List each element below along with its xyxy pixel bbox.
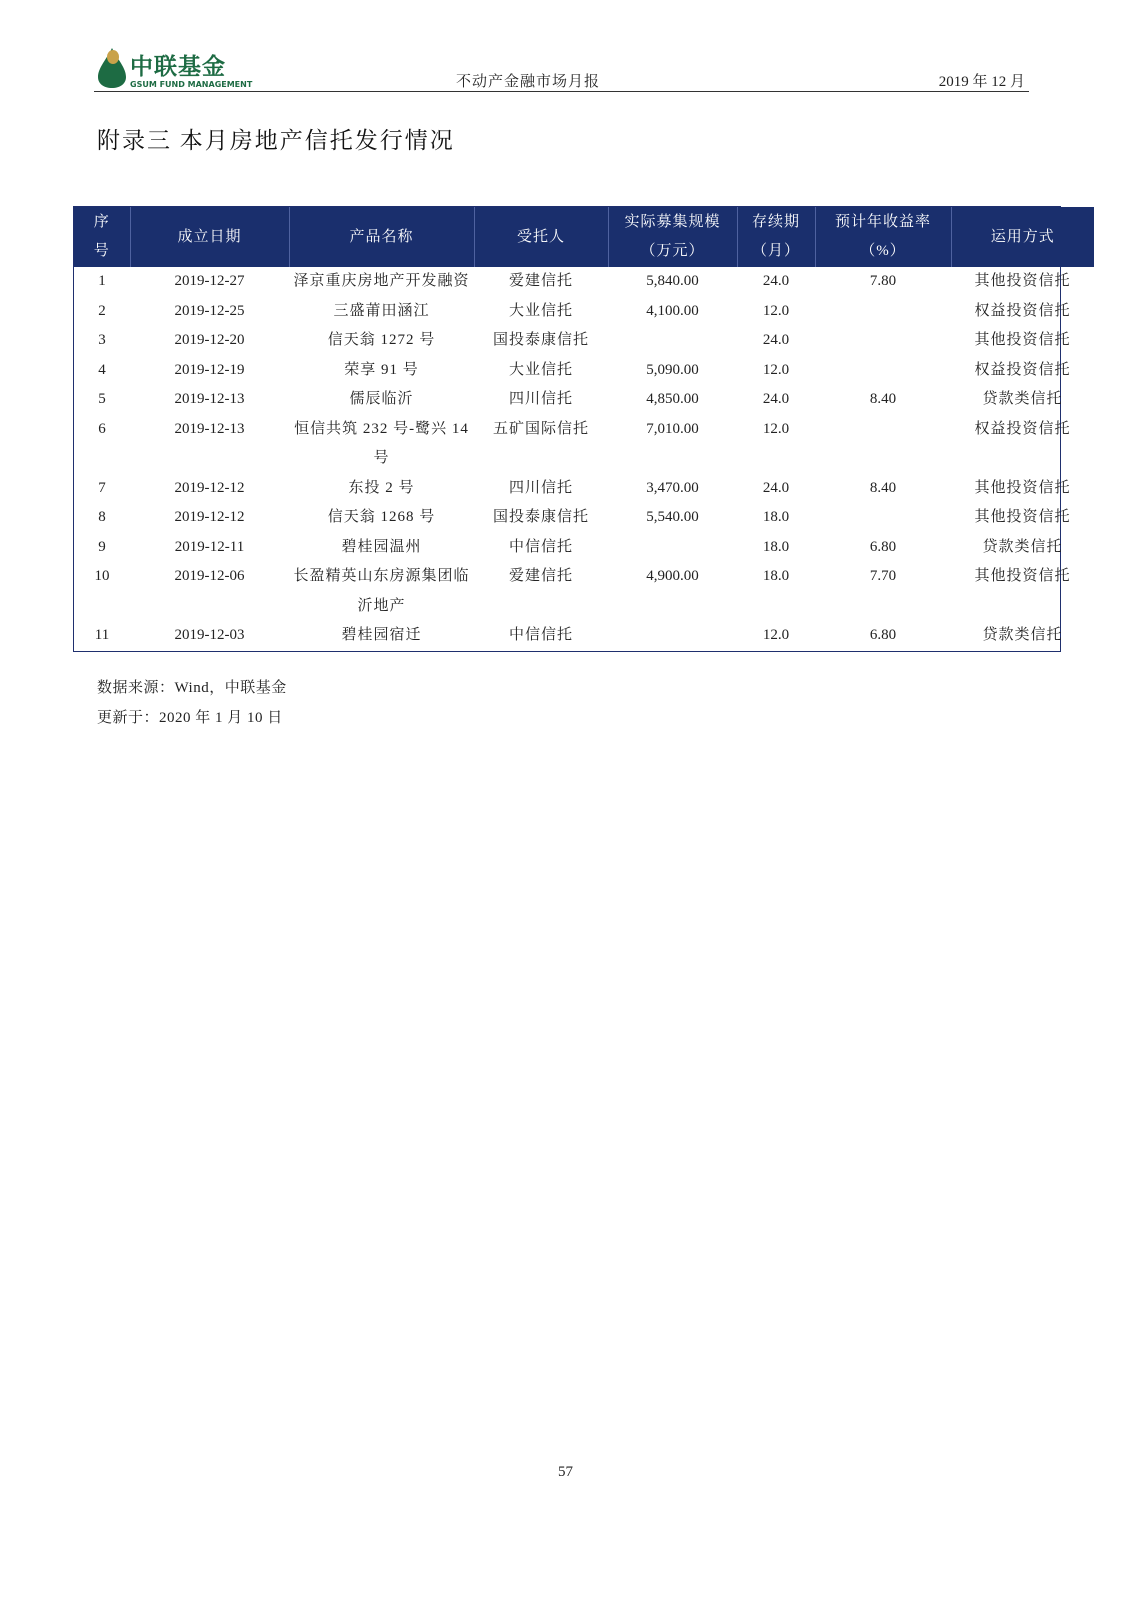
cell-date: 2019-12-12 xyxy=(174,509,245,525)
column-header-trustee xyxy=(474,207,608,267)
cell-date: 2019-12-27 xyxy=(174,273,245,289)
cell-date: 2019-12-20 xyxy=(174,332,245,348)
table-row xyxy=(74,562,1094,621)
table-row xyxy=(74,356,1094,386)
cell-use: 贷款类信托 xyxy=(982,627,1063,643)
column-header-line2: 号 xyxy=(93,243,110,259)
cell-amount: 5,840.00 xyxy=(646,273,699,289)
cell-trustee: 五矿国际信托 xyxy=(492,420,589,437)
column-header-line1: 受托人 xyxy=(516,228,565,245)
cell-amount xyxy=(608,621,737,651)
column-header-name xyxy=(289,207,474,267)
table-row xyxy=(74,385,1094,415)
column-header-line1: 运用方式 xyxy=(990,228,1055,245)
cell-use: 其他投资信托 xyxy=(974,509,1071,525)
cell-name: 信天翁 1272 号 xyxy=(327,332,436,348)
cell-term: 24.0 xyxy=(762,479,790,496)
cell-amount: 4,900.00 xyxy=(646,568,699,584)
cell-amount xyxy=(608,326,737,356)
cell-yield: 8.40 xyxy=(869,391,897,407)
cell-use: 其他投资信托 xyxy=(974,479,1071,496)
cell-no: 2 xyxy=(98,302,106,319)
report-title: 不动产金融市场月报 xyxy=(456,74,601,90)
table-row xyxy=(74,503,1094,533)
cell-no: 3 xyxy=(98,332,106,348)
cell-name: 泽京重庆房地产开发融资 xyxy=(293,273,470,289)
cell-yield xyxy=(815,503,951,533)
cell-trustee: 中信信托 xyxy=(508,538,573,555)
report-date: 2019 年 12 月 xyxy=(938,74,1025,90)
cell-date: 2019-12-11 xyxy=(174,538,245,555)
cell-trustee: 四川信托 xyxy=(508,479,573,496)
cell-use: 其他投资信托 xyxy=(974,568,1071,584)
cell-term: 24.0 xyxy=(762,332,790,348)
cell-trustee: 国投泰康信托 xyxy=(492,332,589,348)
column-header-line1: 序 xyxy=(93,214,110,230)
table-row xyxy=(74,621,1094,651)
cell-name: 恒信共筑 232 号-鹭兴 14 号 xyxy=(294,420,469,466)
cell-yield xyxy=(815,326,951,356)
cell-trustee: 大业信托 xyxy=(508,361,573,378)
cell-term: 12.0 xyxy=(762,302,790,319)
cell-use: 贷款类信托 xyxy=(982,391,1063,407)
section-title: 附录三 本月房地产信托发行情况 xyxy=(97,128,455,153)
cell-trustee: 大业信托 xyxy=(508,302,573,319)
cell-name: 长盈精英山东房源集团临沂地产 xyxy=(293,568,470,614)
table-body xyxy=(74,267,1094,651)
cell-amount: 4,850.00 xyxy=(646,391,699,407)
cell-yield: 8.40 xyxy=(869,479,897,496)
table-row xyxy=(74,533,1094,563)
cell-term: 18.0 xyxy=(762,568,790,584)
cell-use: 权益投资信托 xyxy=(974,302,1071,319)
cell-term: 18.0 xyxy=(762,509,790,525)
cell-date: 2019-12-13 xyxy=(174,391,245,407)
logo-english-name: GSUM FUND MANAGEMENT xyxy=(130,80,253,89)
cell-term: 12.0 xyxy=(762,361,790,378)
cell-date: 2019-12-13 xyxy=(174,420,245,437)
cell-name: 碧桂园温州 xyxy=(341,538,422,555)
column-header-line1: 预计年收益率 xyxy=(834,214,931,230)
logo-chinese-name: 中联基金 xyxy=(130,54,226,80)
update-date-note: 更新于：2020 年 1 月 10 日 xyxy=(97,710,283,726)
cell-date: 2019-12-12 xyxy=(174,479,245,496)
data-source-note: 数据来源：Wind，中联基金 xyxy=(97,680,287,696)
cell-amount: 3,470.00 xyxy=(646,479,699,496)
cell-use: 权益投资信托 xyxy=(974,420,1071,437)
trust-issuance-table xyxy=(73,206,1071,652)
table-header-row xyxy=(74,207,1094,267)
cell-use: 其他投资信托 xyxy=(974,332,1071,348)
logo-drop-icon xyxy=(96,46,128,90)
cell-yield xyxy=(815,297,951,327)
cell-name: 信天翁 1268 号 xyxy=(327,509,436,525)
column-header-term xyxy=(737,207,815,267)
column-header-use xyxy=(951,207,1094,267)
cell-amount: 5,540.00 xyxy=(646,509,699,525)
table-row xyxy=(74,267,1094,297)
cell-term: 12.0 xyxy=(762,627,790,643)
page-header xyxy=(94,40,1029,92)
cell-no: 4 xyxy=(98,361,106,378)
cell-date: 2019-12-25 xyxy=(174,302,245,319)
column-header-line2: （万元） xyxy=(640,243,705,259)
cell-yield: 6.80 xyxy=(869,627,897,643)
column-header-line2: （月） xyxy=(751,243,800,259)
cell-use: 贷款类信托 xyxy=(982,538,1063,555)
cell-trustee: 中信信托 xyxy=(508,627,573,643)
table-row xyxy=(74,474,1094,504)
column-header-line1: 产品名称 xyxy=(349,228,414,245)
cell-name: 荣享 91 号 xyxy=(344,361,419,378)
cell-amount: 4,100.00 xyxy=(646,302,699,319)
column-header-date xyxy=(130,207,289,267)
column-header-line1: 存续期 xyxy=(751,214,800,230)
column-header-amount xyxy=(608,207,737,267)
cell-use: 权益投资信托 xyxy=(974,361,1071,378)
cell-no: 1 xyxy=(98,273,106,289)
cell-trustee: 四川信托 xyxy=(508,391,573,407)
cell-no: 6 xyxy=(98,420,106,437)
cell-name: 儒辰临沂 xyxy=(349,391,414,407)
cell-name: 三盛莆田涵江 xyxy=(333,302,430,319)
cell-trustee: 爱建信托 xyxy=(508,568,573,584)
cell-yield: 7.80 xyxy=(869,273,897,289)
column-header-no xyxy=(74,207,130,267)
data-table xyxy=(74,207,1094,651)
column-header-line2: （%） xyxy=(860,243,906,259)
cell-date: 2019-12-19 xyxy=(174,361,245,378)
cell-trustee: 国投泰康信托 xyxy=(492,509,589,525)
cell-date: 2019-12-06 xyxy=(174,568,245,584)
column-header-yield xyxy=(815,207,951,267)
company-logo xyxy=(94,44,253,92)
table-row xyxy=(74,297,1094,327)
column-header-line1: 实际募集规模 xyxy=(624,214,721,230)
cell-term: 24.0 xyxy=(762,273,790,289)
cell-no: 7 xyxy=(98,479,106,496)
cell-term: 18.0 xyxy=(762,538,790,555)
cell-name: 碧桂园宿迁 xyxy=(341,627,422,643)
cell-date: 2019-12-03 xyxy=(174,627,245,643)
cell-yield: 7.70 xyxy=(869,568,897,584)
cell-amount: 5,090.00 xyxy=(646,361,699,378)
cell-amount: 7,010.00 xyxy=(646,420,699,437)
cell-yield xyxy=(815,356,951,386)
cell-yield: 6.80 xyxy=(869,538,897,555)
cell-term: 12.0 xyxy=(762,420,790,437)
cell-no: 11 xyxy=(94,627,110,643)
cell-name: 东投 2 号 xyxy=(348,479,415,496)
cell-no: 5 xyxy=(98,391,106,407)
cell-amount xyxy=(608,533,737,563)
cell-term: 24.0 xyxy=(762,391,790,407)
table-row xyxy=(74,415,1094,474)
cell-yield xyxy=(815,415,951,474)
column-header-line1: 成立日期 xyxy=(177,228,242,245)
cell-use: 其他投资信托 xyxy=(974,273,1071,289)
cell-no: 10 xyxy=(94,568,110,584)
page-number: 57 xyxy=(558,1464,573,1480)
cell-trustee: 爱建信托 xyxy=(508,273,573,289)
cell-no: 9 xyxy=(98,538,106,555)
cell-no: 8 xyxy=(98,509,106,525)
header-divider xyxy=(94,91,1029,92)
table-row xyxy=(74,326,1094,356)
